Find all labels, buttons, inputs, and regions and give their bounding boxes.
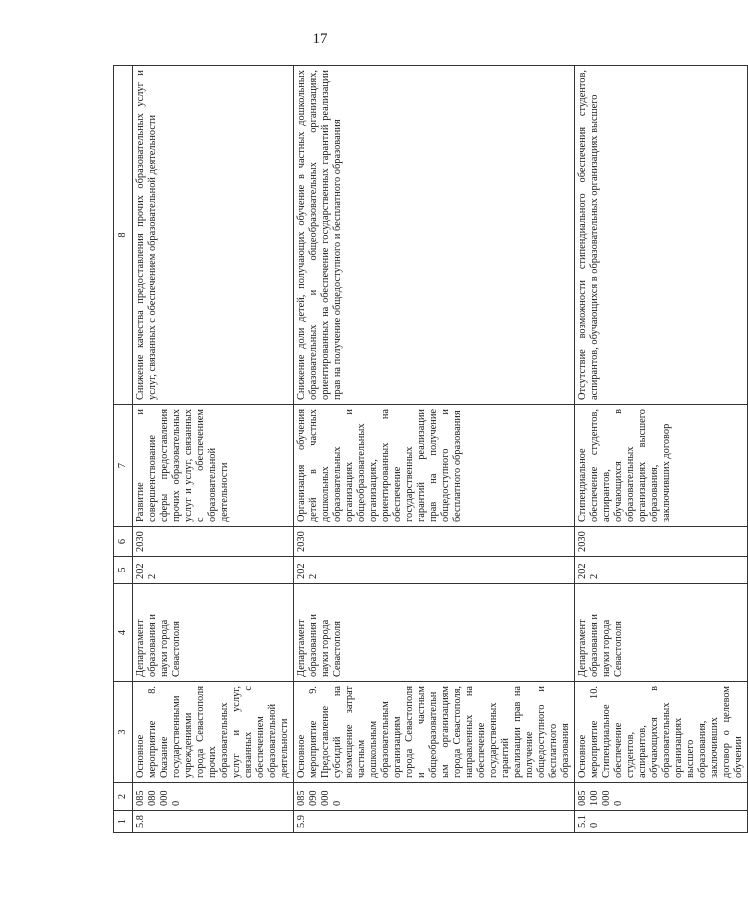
row-code: 0850800000: [133, 783, 294, 811]
header-cell: 6: [114, 527, 133, 557]
header-cell: 8: [114, 66, 133, 405]
row-start-year: 2022: [294, 557, 575, 584]
header-cell: 7: [114, 405, 133, 527]
row-result: Снижение доли детей, получающих обучение в частных дошкольных образовательных и общеобразовательных организациях, ориентированных на обеспечение государственных гарантий реализации прав на получение общедоступного и бесплатного образования: [294, 66, 575, 405]
program-events-table: [113, 65, 748, 833]
row-tasks: Организация обучения детей в частных дошкольных образовательных организациях и общеобразовательных организациях, ориентированных на обеспечение государственных гарантий реализации прав на получение общедоступного и бесплатного образования: [294, 405, 575, 527]
header-cell: 3: [114, 682, 133, 783]
row-event: Основное мероприятие 9. Предоставление субсидий на возмещение затрат частным дошкольным образовательным организациям города Севастополя и частным общеобразовательным организациям города Севастополя, направленных на обеспечение государственных гарантий реализации прав на получение общедоступного и бесплатного образования: [294, 682, 575, 783]
rotated-table-wrapper: [113, 68, 744, 833]
row-code: 0850900000: [294, 783, 575, 811]
header-row: [114, 66, 133, 833]
table-row: [294, 66, 575, 833]
row-result: Снижение качества предоставления прочих образовательных услуг и услуг, связанных с обеспечением образовательной деятельности: [133, 66, 294, 405]
row-number: 5.9: [294, 811, 575, 833]
row-code: 0851000000: [575, 783, 748, 811]
header-cell: 4: [114, 584, 133, 682]
row-result: Отсутствие возможности стипендиального обеспечения студентов, аспирантов, обучающихся в образовательных организациях высшего: [575, 66, 748, 405]
page-number: 17: [312, 31, 328, 47]
row-number: 5.10: [575, 811, 748, 833]
row-department: Департамент образования и науки города Севастополя: [133, 584, 294, 682]
row-end-year: 2030: [133, 527, 294, 557]
row-tasks: Стипендиальное обеспечение студентов, аспирантов, обучающихся в образовательных организациях высшего образования, заключивших договор: [575, 405, 748, 527]
row-end-year: 2030: [294, 527, 575, 557]
table-row: [133, 66, 294, 833]
row-start-year: 2022: [133, 557, 294, 584]
header-cell: 2: [114, 783, 133, 811]
row-start-year: 2022: [575, 557, 748, 584]
header-cell: 5: [114, 557, 133, 584]
row-department: Департамент образования и науки города Севастополя: [294, 584, 575, 682]
row-end-year: 2030: [575, 527, 748, 557]
row-tasks: Развитие и совершенствование сферы предоставления прочих образовательных услуг и услуг, связанных с обеспечением образовательной деятельности: [133, 405, 294, 527]
row-number: 5.8: [133, 811, 294, 833]
row-event: Основное мероприятие 8. Оказание государственными учреждениями города Севастополя прочих образовательных услуг и услуг, связанных с обеспечением образовательной деятельности: [133, 682, 294, 783]
row-department: Департамент образования и науки города Севастополя: [575, 584, 748, 682]
row-event: Основное мероприятие 10. Стипендиальное обеспечение студентов, аспирантов, обучающихся в образовательных организациях высшего образования, заключивших договор о целевом обучении: [575, 682, 748, 783]
table-row: [575, 66, 748, 833]
header-cell: 1: [114, 811, 133, 833]
